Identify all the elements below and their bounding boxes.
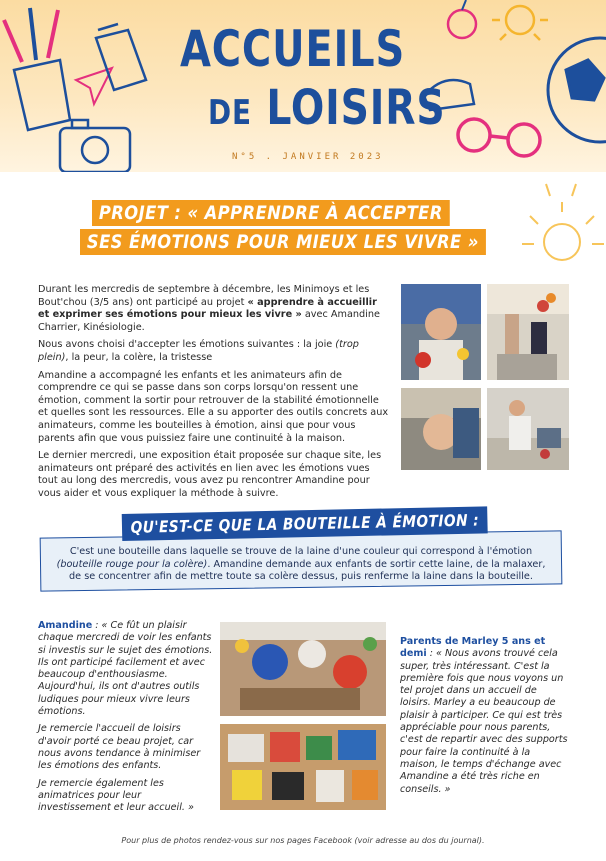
glasses-icon: [458, 119, 540, 156]
question-title: QU'EST-CE QUE LA BOUTEILLE À ÉMOTION :: [122, 506, 488, 541]
photo-child-smile: [401, 388, 481, 470]
header-banner: [0, 0, 606, 172]
title-accueils: ACCUEILS: [180, 20, 406, 78]
paper-plane-icon: [76, 68, 112, 104]
photo-child-playing: [401, 284, 481, 380]
testimonial-amandine: [38, 620, 216, 819]
intro-paragraph-2: [38, 339, 390, 364]
question-text: [56, 546, 546, 584]
intro-p1-pre: Durant les mercredis de septembre à décembre, les Minimoys et les Bout'chou (3/5 ans) ont participé au projet: [38, 284, 370, 308]
camera-icon: [60, 120, 130, 172]
parents-name: Parents de Marley 5 ans et demi: [400, 636, 546, 660]
intro-paragraph-1: [38, 284, 390, 334]
ball-icon: [548, 38, 606, 142]
intro-p2-post: , la peur, la colère, la tristesse: [65, 351, 213, 363]
photo-grid: [401, 284, 569, 470]
intro-text: [38, 284, 390, 506]
intro-p1-post: avec Amandine Charrier, Kinésiologie.: [38, 309, 380, 333]
amandine-paragraph-2: Je remercie l'accueil de loisirs d'avoir porté ce beau projet, car nous avons tendance à minimiser les émotions des enfants.: [38, 723, 201, 772]
bottle-icon: [96, 24, 146, 90]
projet-title-line2: SES ÉMOTIONS POUR MIEUX LES VIVRE »: [80, 229, 486, 255]
photo-emotion-monsters: [220, 622, 386, 716]
intro-paragraph-3: Amandine a accompagné les enfants et les animateurs afin de comprendre ce qui se passe dans son corps lorsqu'on ressent une émotion, comment la sortir pour retrouver de la stabilité émotionnelle et quelles sont les ressources. Elle a su apporter des outils concrets aux animateurs, comme les bouteilles à émotion, ainsi que pour vous parents afin que vous puissiez faire une continuité à la maison.: [38, 369, 389, 444]
title-loisirs: LOISIRS: [266, 80, 446, 136]
projet-title-line1: PROJET : « APPRENDRE À ACCEPTER: [92, 200, 450, 226]
footer-note: Pour plus de photos rendez-vous sur nos pages Facebook (voir adresse au dos du journal).: [121, 836, 485, 845]
apple-icon: [448, 0, 476, 38]
photo-corkboard: [220, 724, 386, 810]
pencil-pot-icon: [4, 8, 70, 130]
sun-icon: [492, 0, 548, 40]
issue-number: N°5 . JANVIER 2023: [232, 152, 384, 162]
title-de: DE: [208, 93, 252, 133]
intro-p2-italic: (trop plein): [38, 339, 359, 363]
testimonial-parents: [400, 636, 570, 801]
amandine-name: Amandine: [38, 620, 93, 631]
photo-activity: [487, 388, 569, 470]
intro-p2-pre: Nous avons choisi d'accepter les émotions suivantes : la joie: [38, 339, 336, 351]
question-text-pre: C'est une bouteille dans laquelle se trouve de la laine d'une couleur qui correspond à l'émotion: [69, 546, 533, 557]
parents-paragraph: [400, 636, 570, 796]
photo-classroom: [487, 284, 569, 380]
question-text-italic: (bouteille rouge pour la colère): [56, 558, 208, 570]
amandine-p1: : « Ce fût un plaisir chaque mercredi de voir les enfants si investis sur le sujet des émotions. Ils ont participé facilement et avec beaucoup d'enthousiasme. Aujourd'hui, ils ont d'autres outils ludiques pour mieux vivre leurs émotions.: [38, 620, 213, 718]
parents-text: : « Nous avons trouvé cela super, très intéressant. C'est la première fois que nous voyons un tel projet dans un accueil de loisirs. Marley a eu beaucoup de plaisir à participer. Ce qui est très appréciable pour nous parents, c'est de repartir avec des supports pour faire la continuité à la maison, le temps d'échange avec Amandine a été très riche en conseils. »: [400, 648, 568, 795]
amandine-paragraph-1: [38, 620, 216, 718]
intro-p1-bold: « apprendre à accueillir et exprimer ses émotions pour mieux les vivre »: [38, 296, 377, 321]
title-de-loisirs: [208, 80, 446, 136]
projet-title: [80, 200, 520, 258]
intro-paragraph-4: Le dernier mercredi, une exposition était proposée sur chaque site, les animateurs ont préparé des activités en lien avec les émotions vues tout au long des mercredis, vous avez pu rencontrer Amandine pour vous aider et vous expliquer la méthode à suivre.: [38, 450, 382, 499]
question-text-post: . Amandine demande aux enfants de sortir cette laine, de la malaxer, de se concentrer afin de mettre toute sa colère dessus, puis renferme la laine dans la bouteille.: [69, 558, 546, 582]
amandine-paragraph-3: Je remercie également les animatrices pour leur investissement et leur accueil. »: [38, 777, 194, 814]
